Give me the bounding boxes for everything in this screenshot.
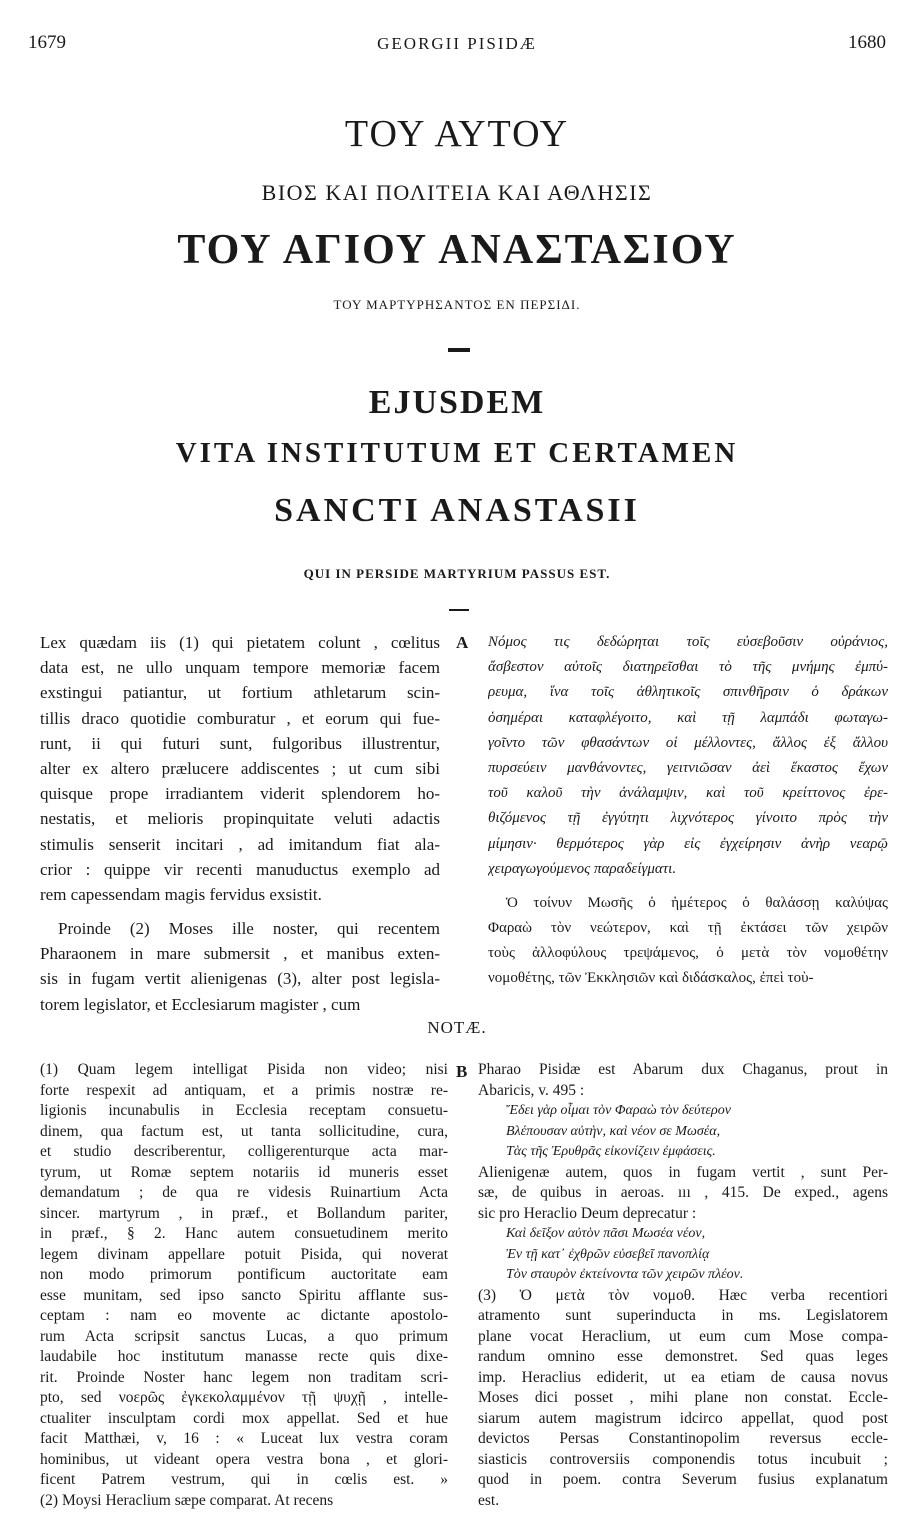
text-line: tyrum, ut Romæ septem notariis id muneris esset (40, 1163, 448, 1181)
text-line: dinem, qua factum est, ut tanta sollicitudine, cura, (40, 1122, 448, 1140)
text-line: pto, sed νοερῶς ἐγκεκολαμμένον τῇ ψυχῇ , intelle- (40, 1389, 448, 1406)
text-line: sic pro Heraclio Deum deprecatur : (478, 1204, 697, 1222)
text-line: χειραγωγούμενος παραδείγματι. (488, 860, 677, 877)
column-marker-a: A (456, 633, 469, 652)
text-line: in præf., § 2. Hanc autem consuetudinem merito (40, 1225, 448, 1242)
text-line: γοῖντο τῶν φθασάντων οἱ μέλλοντες, ἄλλος ἐξ ἄλλου (488, 734, 888, 751)
text-line: laudabile hoc institutum manasse recte quis dixe- (40, 1348, 448, 1365)
text-line: alter ex altero prælucere addiscentes ; ut cum sibi (40, 758, 440, 778)
notes-right-column (478, 1060, 888, 1511)
notes-heading: NOTÆ. (427, 1018, 487, 1037)
latin-title-3: SANCTI ANASTASII (274, 492, 640, 529)
text-line: ὁσημέραι καταφλέγοιτο, καὶ τῇ λαμπάδι φωταγω- (488, 709, 888, 726)
text-line: (3) Ὁ μετὰ τὸν νομοθ. Hæc verba recentiori (478, 1286, 888, 1304)
greek-title-4: ΤΟΥ ΜΑΡΤΥΡΗΣΑΝΤΟΣ ΕΝ ΠΕΡΣΙΔΙ. (333, 297, 581, 312)
text-line: ἄσβεστον αὐτοῖς διατηρεῖσθαι τὸ τῆς μνήμης ἐμπύ- (488, 659, 888, 676)
text-line: (2) Moysi Heraclium sæpe comparat. At recens (40, 1491, 334, 1509)
text-line: hominibus, ut videant opera vestra bona , et glori- (40, 1450, 448, 1468)
text-line: siarum autem magistrum idcirco appellat, quod post (478, 1409, 888, 1427)
text-line: ctualiter insculptam cordi mox appellat. Sed et hue (40, 1409, 448, 1427)
text-line: torem legislator, et Ecclesiarum magister , cum (40, 994, 361, 1014)
text-line: legem divinam appellare potuit Pisida, qui noverat (40, 1245, 448, 1263)
text-line: runt, ii qui futuri sunt, fulgoribus illustrentur, (40, 733, 440, 753)
text-line: Ὁ τοίνυν Μωσῆς ὁ ἡμέτερος ὁ θαλάσσῃ καλύψας (506, 894, 888, 911)
greek-paragraph-2 (488, 891, 888, 992)
greek-verse-line: Καὶ δεῖξον αὐτὸν πᾶσι Μωσέα νέον, (506, 1226, 706, 1241)
text-line: Abaricis, v. 495 : (478, 1081, 585, 1099)
greek-verse-line: Βλέπουσαν αὐτὴν, καὶ νέον σε Μωσέα, (506, 1123, 721, 1139)
text-line: esse munitam, sed ipso sancto Spiritu afflante sus- (40, 1286, 448, 1304)
text-line: et studio describerentur, colligerenturque acta mar- (40, 1143, 448, 1160)
text-line: atramento sunt superinducta in ms. Legislatorem (478, 1307, 888, 1324)
text-line: ficent Patrem vestrum, qui in cœlis est. » (40, 1471, 448, 1488)
greek-title-2: ΒΙΟΣ ΚΑΙ ΠΟΛΙΤΕΙΑ ΚΑΙ ΑΘΛΗΣΙΣ (261, 180, 653, 205)
text-line: rum Acta scripsit sanctus Lucas, a quo primum (40, 1327, 448, 1345)
latin-title-4: QUI IN PERSIDE MARTYRIUM PASSUS EST. (303, 566, 611, 581)
text-line: stimulis senserit incitari , ad imitandum fiat ala- (40, 834, 440, 854)
text-line: facit Matthæi, v, 16 : « Luceat lux vestra coram (40, 1430, 448, 1447)
text-line: ceptam : nam eo movente ac dictante apostolo- (40, 1307, 448, 1324)
latin-title-2: VITA INSTITUTUM ET CERTAMEN (175, 437, 739, 469)
text-line: rem capessendam magis fervidus exsistit. (40, 884, 322, 904)
greek-title-3: ΤΟΥ ΑΓΙΟΥ ΑΝΑΣΤΑΣΙΟΥ (177, 227, 737, 273)
text-line: imp. Heraclius ediderit, ut ea etiam de causa novus (478, 1368, 888, 1386)
greek-paragraph-1 (488, 630, 888, 882)
latin-main-column (40, 630, 440, 1017)
text-line: sincer. martyrum , in præf., et Bollandum pariter, (40, 1204, 448, 1222)
text-line: (1) Quam legem intelligat Pisida non video; nisi (40, 1061, 448, 1078)
text-line: tillis draco quotidie comburatur , et eorum qui fue- (40, 708, 440, 728)
text-line: rit. Proinde Noster hanc legem non traditam scri- (40, 1368, 448, 1386)
text-line: est. (478, 1491, 500, 1509)
latin-paragraph-1 (40, 630, 440, 907)
notes-left-column (40, 1060, 448, 1511)
text-line: θιζόμενος τῇ ἐγγύτητι λιχνότερος γίνοιτο πρὸς τὴν (488, 810, 888, 827)
text-line: μίμησιν· θερμότερος γὰρ εἰς ἐγχείρησιν ἀνὴρ νεαρῷ (488, 835, 888, 852)
text-line: devictos Persas Constantinopolim reversus eccle- (478, 1430, 888, 1447)
text-line: Proinde (2) Moses ille noster, qui recentem (58, 919, 440, 939)
text-line: demandatum ; de qua re videsis Ruinartium Acta (40, 1184, 448, 1201)
greek-verse-line: Ἔδει γὰρ οἶμαι τὸν Φαραὼ τὸν δεύτερον (506, 1103, 731, 1118)
running-header (28, 32, 886, 56)
text-line: τοὺς ἀλλοφύλους τρεψάμενος, ὁ μετὰ τὸν νομοθέτην (488, 945, 888, 962)
running-title: GEORGII PISIDÆ (377, 34, 537, 53)
text-line: exstingui patiantur, ut fortium athletarum scin- (40, 683, 440, 703)
text-line: sis in fugam vertit alienigenas (3), alter post legisla- (40, 969, 440, 989)
text-line: ligionis incunabulis in Ecclesia receptam consuetu- (40, 1102, 448, 1119)
text-line: crior : quippe vir recenti manuductus exemplo ad (40, 859, 440, 879)
text-line: non modo primorum pontificum auctoritate eam (40, 1266, 448, 1283)
text-line: quisque prope irradiantem viderit splendorem ho- (40, 784, 440, 804)
text-line: forte respexit ad antiquam, et a primis nostræ re- (40, 1081, 448, 1099)
text-line: Pharaonem in mare submersit , et manibus exten- (40, 944, 440, 964)
text-line: πυρσεύειν μανθάνοντες, γειτνιῶσαν ἀεὶ ἕκαστος ἔχων (488, 759, 888, 776)
greek-verse-line: Τὰς τῆς Ἐρυθρᾶς εἰκονίζειν ἐμφάσεις. (506, 1144, 716, 1159)
text-line: Pharao Pisidæ est Abarum dux Chaganus, prout in (478, 1061, 888, 1078)
text-line: Φαραὼ τὸν νεώτερον, καὶ τῇ ἐκτάσει τῶν χειρῶν (488, 920, 888, 937)
greek-title-1: ΤΟΥ ΑΥΤΟΥ (344, 113, 570, 155)
text-line: plane vocat Heraclium, ut eum cum Mose compa- (478, 1327, 888, 1345)
text-line: sæ, de quibus in aeroas. ııı , 415. De exped., agens (478, 1184, 888, 1201)
text-line: Lex quædam iis (1) qui pietatem colunt , cœlitus (40, 633, 440, 652)
text-line: randum omnino esse demonstret. Sed quas leges (478, 1348, 888, 1365)
text-line: siasticis controversiis componendis totus incubuit ; (478, 1450, 888, 1468)
text-line: nestatis, et melioris propinquitate veluti adactis (40, 809, 440, 829)
greek-main-column (488, 630, 888, 992)
text-line: quod in poem. contra Severum fusius explanatum (478, 1471, 888, 1488)
title-divider (448, 348, 470, 352)
text-line: Alienigenæ autem, quos in fugam vertit , sunt Per- (478, 1163, 888, 1181)
greek-verse-line: Ἐν τῇ κατ᾿ ἐχθρῶν εὐσεβεῖ πανοπλίᾳ (506, 1246, 710, 1262)
column-marker-b: B (456, 1062, 468, 1081)
latin-paragraph-2 (40, 916, 440, 1017)
text-line: Moses dici posset , mihi plane non constat. Eccle- (478, 1389, 888, 1406)
latin-title-1: EJUSDEM (368, 384, 546, 421)
page-number-right: 1680 (848, 32, 886, 53)
text-line: Νόμος τις δεδώρηται τοῖς εὐσεβοῦσιν οὐράνιος, (488, 634, 888, 650)
text-line: τοῦ καλοῦ τὴν ἀνάλαμψιν, καὶ τοῦ κρείττονος ἐρε- (488, 785, 888, 802)
text-line: νομοθέτης, τῶν Ἐκκλησιῶν καὶ διδάσκαλος, ἐπεὶ τοὺ- (488, 970, 814, 987)
text-line: ρευμα, ἵνα τοῖς ἀθλητικοῖς σπινθῆρσιν ὁ δράκων (488, 684, 888, 701)
section-divider (449, 609, 469, 611)
greek-verse-line: Τὸν σταυρὸν ἐκτείνοντα τῶν χειρῶν πλέον. (506, 1267, 744, 1282)
text-line: data est, ne ullo unquam tempore memoriæ facem (40, 658, 440, 678)
page-number-left: 1679 (28, 32, 66, 53)
